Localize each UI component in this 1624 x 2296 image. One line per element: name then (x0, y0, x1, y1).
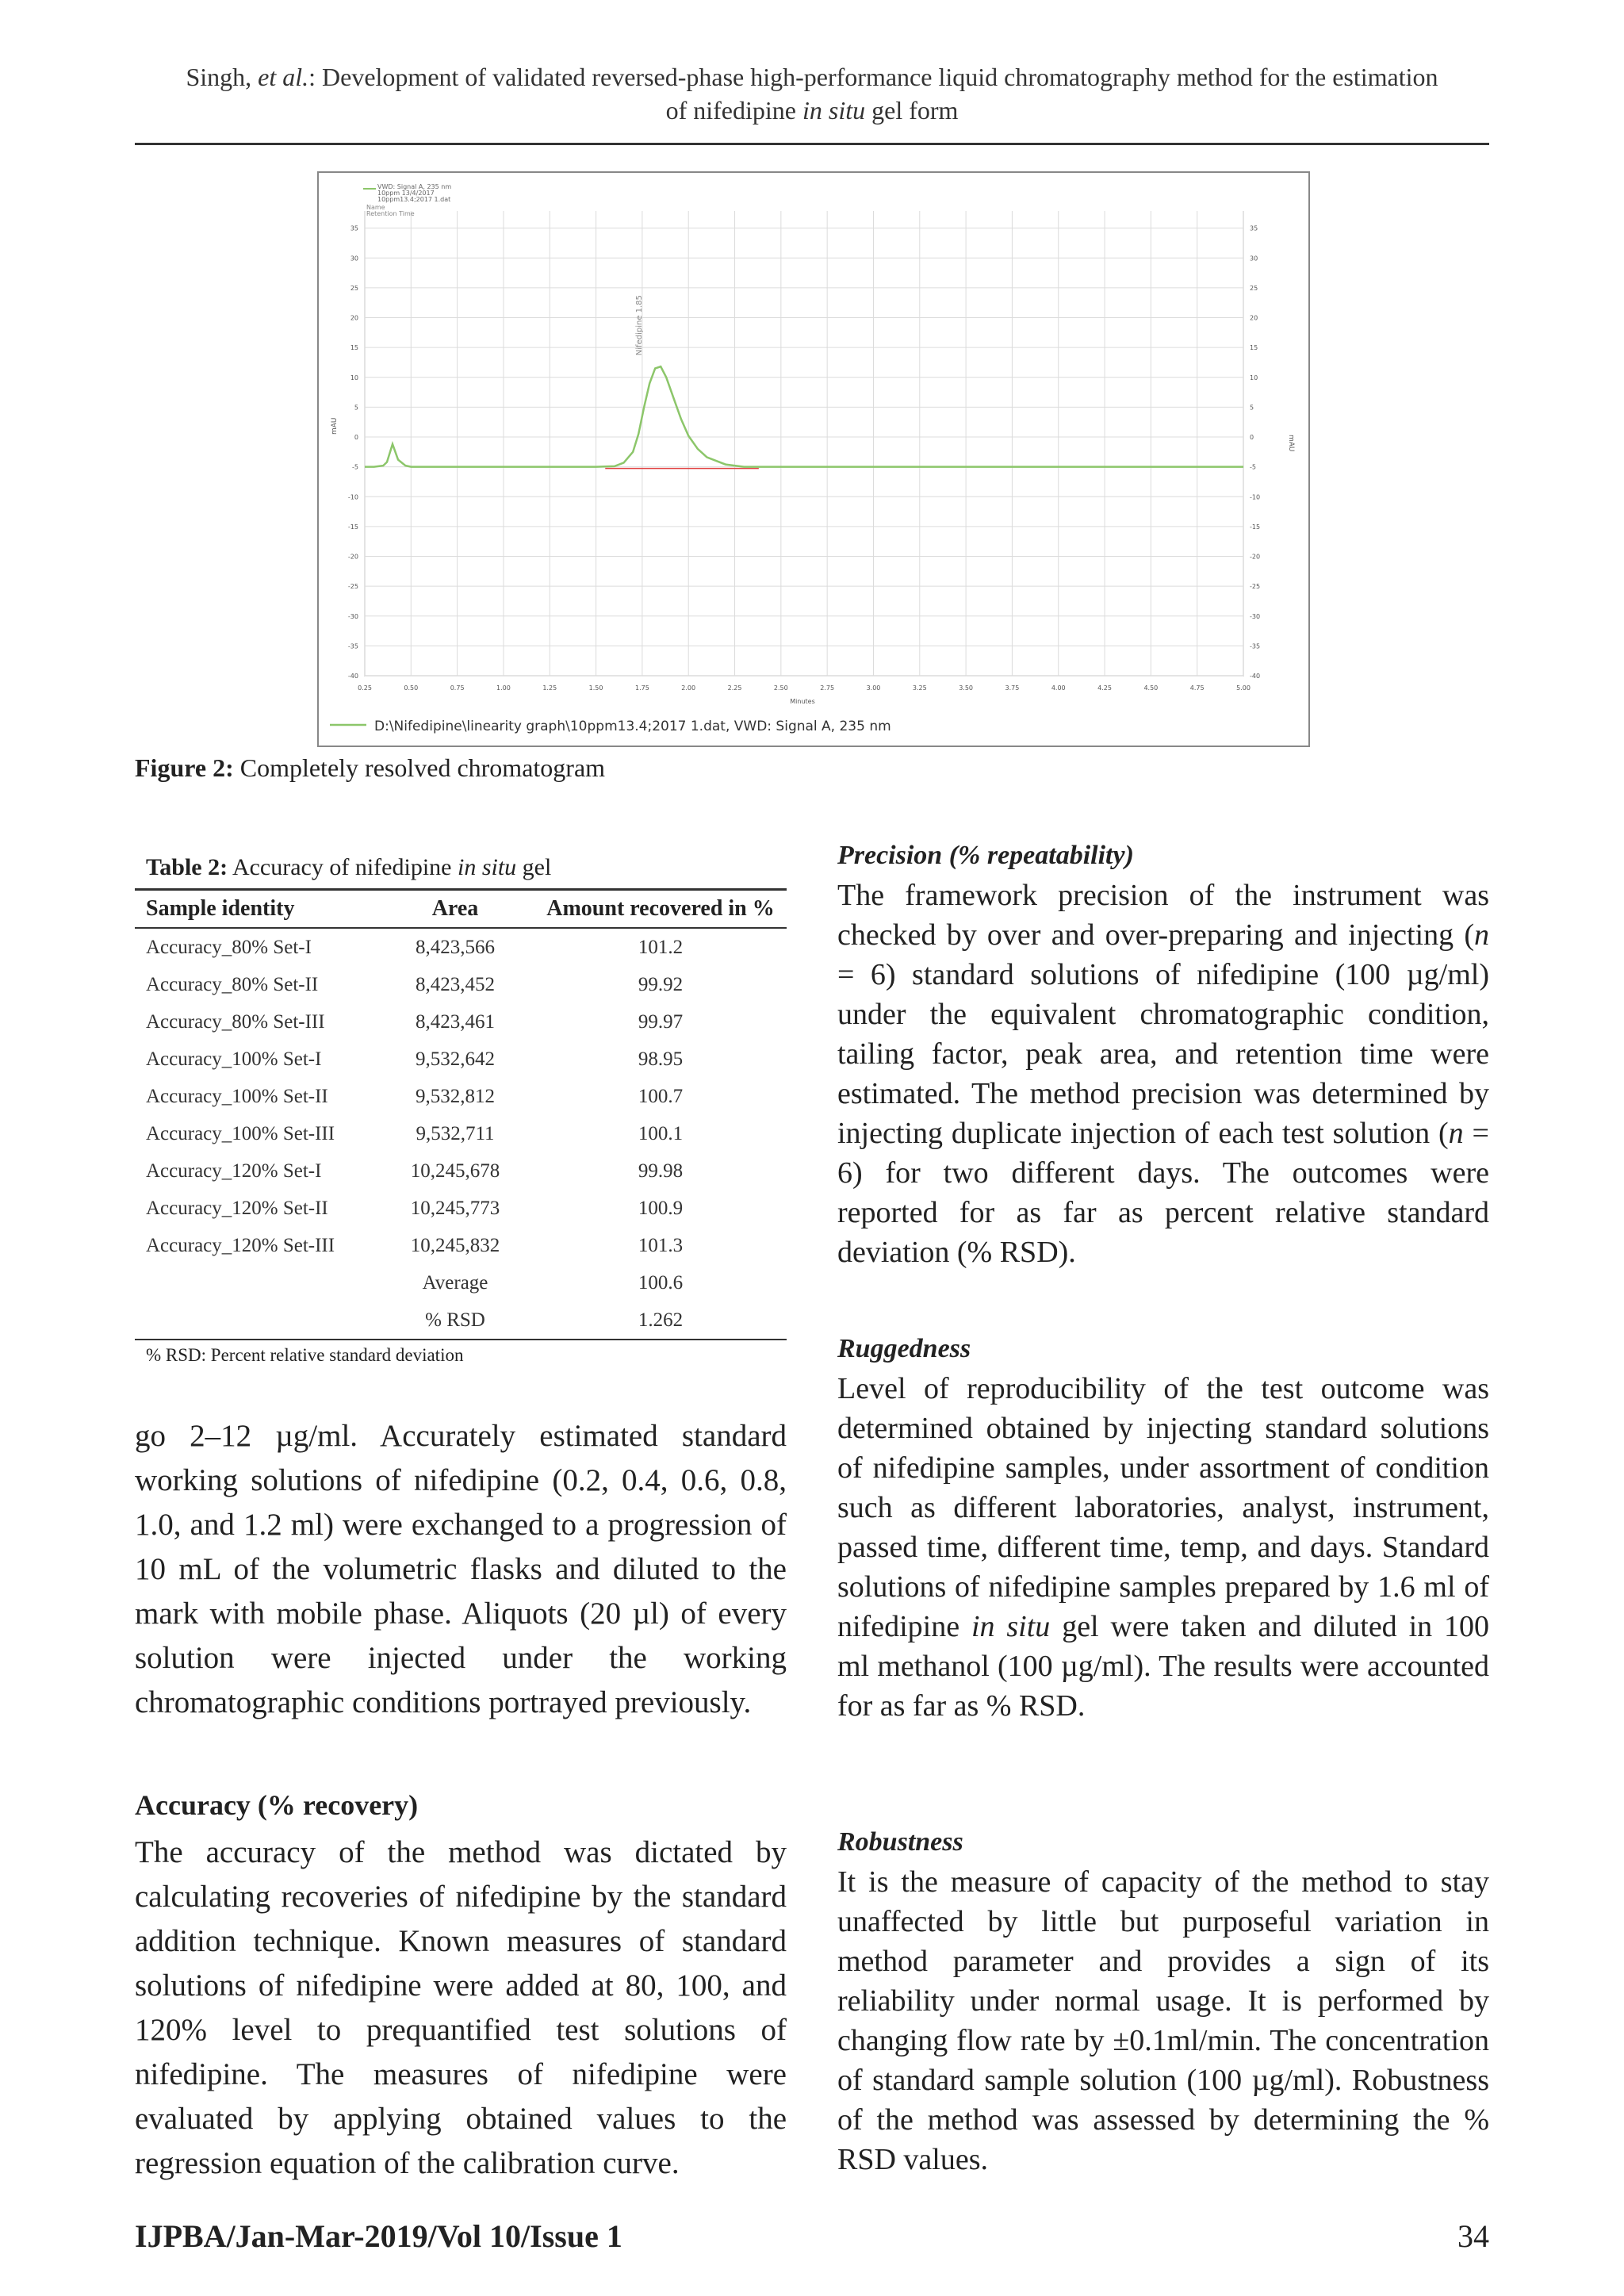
body-paragraph: It is the measure of capacity of the method to stay unaffected by little but purposeful variation in method parameter and provides a sign of its reliability under normal usage. It is performed by changing flow rate by ±0.1ml/min. The concentration of standard sample solution (100 µg/ml). Robustness of the method was assessed by determining the % RSD values. (837, 1865, 1489, 2176)
x-tick-label: 4.50 (1143, 684, 1159, 692)
cell-recovered: 100.9 (638, 1197, 684, 1219)
x-tick-label: 2.25 (727, 684, 742, 692)
y-tick-label: 20 (350, 314, 358, 322)
x-tick-label: 3.00 (866, 684, 881, 692)
table-row (135, 1227, 787, 1264)
journal-footer: IJPBA/Jan-Mar-2019/Vol 10/Issue 1 (135, 2218, 622, 2254)
table-header-row (135, 890, 787, 929)
running-header (135, 60, 1489, 127)
cell-recovered: 100.1 (638, 1122, 684, 1144)
precision-section (837, 836, 1489, 1272)
legend-line-3: 10ppm13.4;2017 1.dat (377, 196, 451, 203)
cell-area: 10,245,773 (410, 1197, 500, 1219)
y-tick-label: -10 (347, 493, 358, 501)
y-tick-label: -30 (1250, 612, 1261, 620)
cell-recovered: 101.3 (638, 1234, 684, 1256)
x-tick-label: 4.00 (1051, 684, 1066, 692)
y-tick-label: 25 (350, 284, 358, 292)
table-row-average (135, 1264, 787, 1301)
cell-sample: Accuracy_80% Set-II (146, 973, 319, 995)
legend-line-1: VWD: Signal A, 235 nm (377, 183, 452, 190)
x-tick-label: 3.25 (912, 684, 927, 692)
y-tick-label: 20 (1250, 314, 1258, 322)
cell-sample: Accuracy_100% Set-I (146, 1048, 322, 1070)
table-row (135, 966, 787, 1003)
cell-sample: Accuracy_120% Set-III (146, 1234, 335, 1256)
cell-sample: Accuracy_120% Set-I (146, 1159, 322, 1182)
x-tick-label: 3.50 (959, 684, 974, 692)
table-row (135, 1115, 787, 1152)
y-tick-label: -20 (1250, 553, 1261, 561)
y-tick-label: -15 (347, 523, 358, 531)
header-line-2: of nifedipine in situ gel form (665, 96, 959, 125)
peak-annotation: Nifedipine 1.85 (635, 295, 645, 356)
legend-bg (350, 187, 1294, 211)
section-heading-robustness: Robustness (837, 1827, 963, 1857)
cell-area: 9,532,642 (416, 1048, 495, 1070)
y-tick-label: 15 (1250, 344, 1258, 352)
table-title: Table 2: Accuracy of nifedipine in situ gel (146, 854, 552, 880)
table-row (135, 928, 787, 966)
cell-recovered: 99.98 (638, 1159, 684, 1182)
y-tick-label: -30 (347, 612, 358, 620)
header-rule (135, 143, 1489, 145)
page-number: 34 (1457, 2218, 1489, 2254)
y-tick-label: 30 (1250, 255, 1258, 263)
chromatogram-trace (365, 366, 1243, 466)
y-tick-label: -35 (1250, 642, 1261, 650)
cell-sample (135, 1264, 376, 1301)
y-tick-label: 10 (1250, 374, 1258, 381)
body-paragraph: The framework precision of the instrument was checked by over and over-preparing and injecting (n = 6) standard solutions of nifedipine (100 µg/ml) under the equivalent chromatographic condition, tailing factor, peak area, and retention time were estimated. The method precision was determined by injecting duplicate injection of each test solution (n = 6) for two different days. The outcomes were reported for as far as percent relative standard deviation (% RSD). (837, 879, 1489, 1269)
y-tick-label: -25 (347, 583, 358, 591)
table-row (135, 1190, 787, 1227)
y-tick-label: 0 (354, 434, 358, 441)
x-tick-label: 4.75 (1189, 684, 1205, 692)
y-tick-label: 5 (1250, 404, 1254, 412)
cell-sample: Accuracy_100% Set-II (146, 1085, 328, 1107)
y-tick-label: 0 (1250, 434, 1254, 441)
table-row (135, 1152, 787, 1190)
header-sample-identity: Sample identity (135, 890, 376, 929)
x-tick-label: 1.25 (542, 684, 557, 692)
cell-recovered: 101.2 (638, 936, 684, 958)
y-tick-label: -40 (347, 673, 358, 680)
accuracy-section (135, 1783, 787, 2186)
y-tick-label: -10 (1250, 493, 1261, 501)
section-heading-precision: Precision (% repeatability) (837, 841, 1134, 870)
x-tick-label: 0.75 (450, 684, 465, 692)
y-tick-labels-right (1250, 195, 1260, 680)
x-tick-label: 5.00 (1236, 684, 1251, 692)
cell-area: 9,532,812 (416, 1085, 495, 1107)
header-amount-recovered: Amount recovered in % (534, 890, 787, 929)
cell-area: 8,423,461 (416, 1010, 495, 1033)
y-tick-label: 15 (350, 344, 358, 352)
y-tick-label: 25 (1250, 284, 1258, 292)
header-area: Area (376, 890, 534, 929)
table-row (135, 1078, 787, 1115)
body-paragraph: The accuracy of the method was dictated by calculating recoveries of nifedipine by the standard addition technique. Known measures of standard solutions of nifedipine were added at 80, 100, and 120% level to prequantified test solutions of nifedipine. The measures of nifedipine were evaluated by applying obtained values to the regression equation of the calibration curve. (135, 1835, 787, 2180)
cell-sample: Accuracy_80% Set-III (146, 1010, 325, 1033)
cell-rsd-label: % RSD (376, 1301, 534, 1340)
table-footnote: % RSD: Percent relative standard deviation (146, 1345, 464, 1365)
cell-area: 9,532,711 (416, 1122, 495, 1144)
y-tick-label: 10 (350, 374, 358, 381)
ruggedness-section (837, 1329, 1489, 1726)
cell-average-label: Average (422, 1271, 488, 1294)
cell-rsd-value: 1.262 (534, 1301, 787, 1340)
chromatogram-figure (317, 171, 1310, 747)
y-tick-label: 35 (1250, 224, 1258, 232)
y-axis-label-right: mAU (1287, 435, 1295, 452)
cell-average-value: 100.6 (638, 1271, 684, 1294)
chromatogram-chart (319, 173, 1308, 746)
x-tick-label: 2.00 (681, 684, 696, 692)
y-tick-label: -40 (1250, 673, 1261, 680)
y-tick-label: 30 (350, 255, 358, 263)
cell-sample: Accuracy_100% Set-III (146, 1122, 335, 1144)
legend-line-4: Name (366, 204, 385, 211)
x-tick-label: 2.50 (773, 684, 788, 692)
y-tick-label: -5 (352, 463, 358, 471)
y-tick-labels-left (348, 195, 358, 680)
accuracy-table-block (135, 852, 787, 1366)
legend-line-5: Retention Time (366, 210, 415, 217)
y-axis-label-left: mAU (331, 417, 339, 435)
left-column-paragraph (135, 1414, 787, 1725)
chart-grid (365, 198, 1243, 676)
y-tick-label: 35 (350, 224, 358, 232)
bottom-legend-text: D:\Nifedipine\linearity graph\10ppm13.4;2017 1.dat, VWD: Signal A, 235 nm (374, 719, 891, 734)
section-heading-accuracy: Accuracy (% recovery) (135, 1789, 419, 1821)
header-line-1: Singh, et al.: Development of validated reversed-phase high-performance liquid chromatography method for the estimation (186, 63, 1438, 91)
x-tick-label: 2.75 (820, 684, 835, 692)
y-tick-label: -20 (347, 553, 358, 561)
accuracy-table (135, 888, 787, 1340)
section-heading-ruggedness: Ruggedness (837, 1334, 971, 1363)
cell-recovered: 100.7 (638, 1085, 684, 1107)
cell-area: 10,245,832 (410, 1234, 500, 1256)
table-row (135, 1041, 787, 1078)
cell-area: 10,245,678 (410, 1159, 500, 1182)
cell-sample: Accuracy_120% Set-II (146, 1197, 328, 1219)
legend-line-2: 10ppm 13/4/2017 (377, 190, 435, 197)
cell-sample (135, 1301, 376, 1340)
table-row-rsd (135, 1301, 787, 1340)
body-paragraph: go 2–12 µg/ml. Accurately estimated standard working solutions of nifedipine (0.2, 0.4, 0.6, 0.8, 1.0, and 1.2 ml) were exchanged to a progression of 10 mL of the volumetric flasks and diluted to the mark with mobile phase. Aliquots (20 µl) of every solution were injected under the working chromatographic conditions portrayed previously. (135, 1419, 787, 1719)
x-tick-label: 4.25 (1097, 684, 1112, 692)
y-tick-label: -5 (1250, 463, 1256, 471)
y-tick-label: 5 (354, 404, 358, 412)
x-tick-label: 1.75 (634, 684, 649, 692)
x-tick-labels (358, 684, 1251, 692)
cell-recovered: 99.92 (638, 973, 684, 995)
figure-caption: Figure 2: Completely resolved chromatogram (135, 753, 606, 782)
cell-area: 8,423,566 (416, 936, 495, 958)
body-paragraph: Level of reproducibility of the test outcome was determined obtained by injecting standard solutions of nifedipine samples, under assortment of condition such as different laboratories, analyst, instrument, passed time, different time, temp, and days. Standard solutions of nifedipine samples prepared by 1.6 ml of nifedipine in situ gel were taken and diluted in 100 ml methanol (100 µg/ml). The results were accounted for as far as % RSD. (837, 1372, 1490, 1723)
y-tick-label: -25 (1250, 583, 1261, 591)
x-tick-label: 1.00 (496, 684, 511, 692)
x-tick-label: 1.50 (588, 684, 603, 692)
y-tick-label: -35 (347, 642, 358, 650)
table-row (135, 1003, 787, 1041)
y-tick-label: -15 (1250, 523, 1261, 531)
cell-area: 8,423,452 (416, 973, 495, 995)
cell-sample: Accuracy_80% Set-I (146, 936, 312, 958)
x-tick-label: 3.75 (1005, 684, 1020, 692)
x-tick-label: 0.50 (404, 684, 419, 692)
cell-recovered: 98.95 (638, 1048, 684, 1070)
cell-recovered: 99.97 (638, 1010, 684, 1033)
robustness-section (837, 1823, 1489, 2179)
x-axis-label: Minutes (790, 698, 815, 705)
x-tick-label: 0.25 (358, 684, 372, 692)
